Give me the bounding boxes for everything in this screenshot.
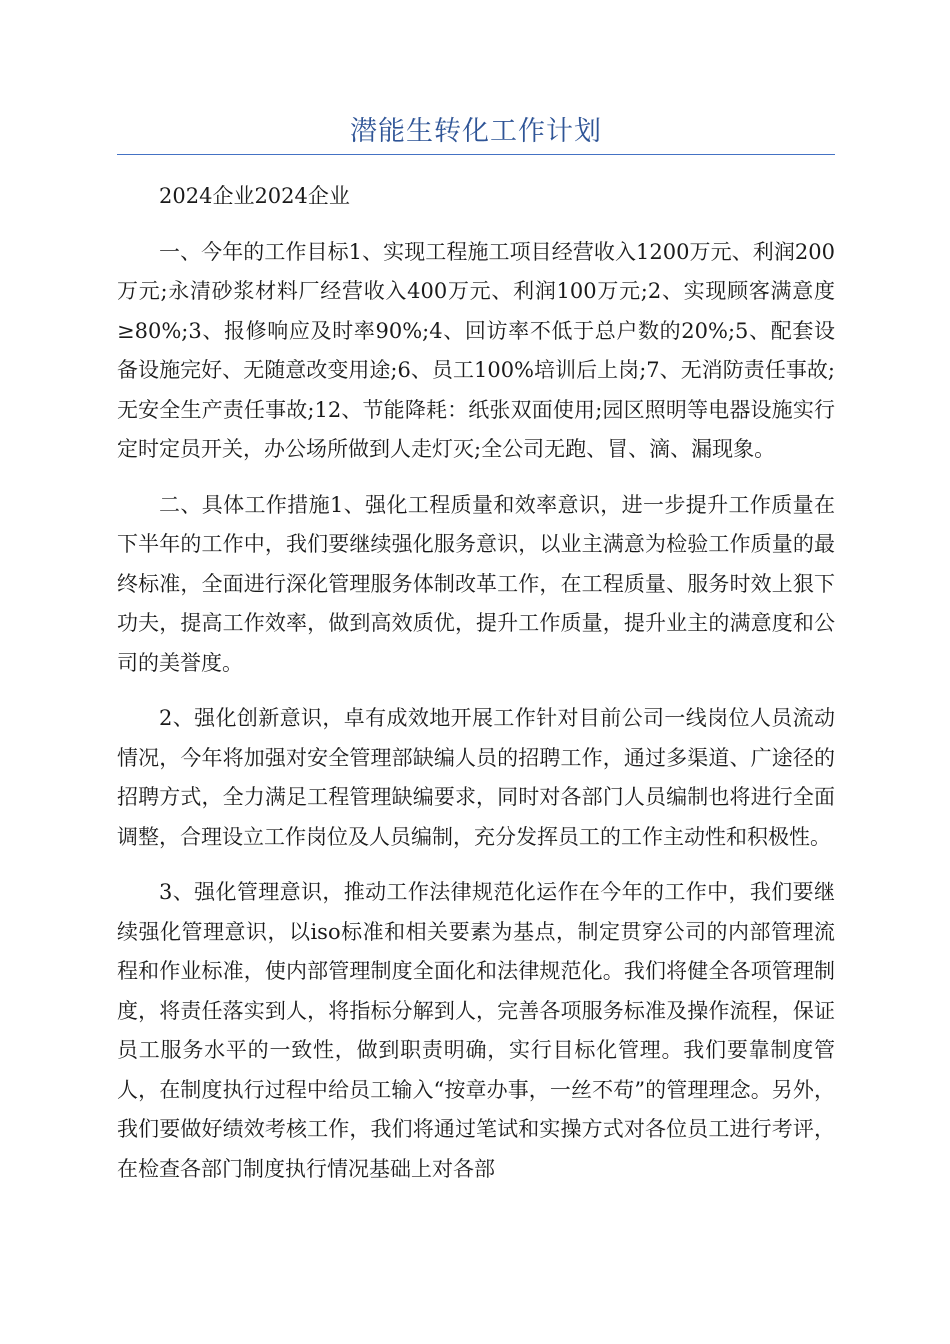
paragraph-subtitle: 2024企业2024企业 — [159, 184, 350, 208]
paragraph-measures: 二、具体工作措施1、强化工程质量和效率意识，进一步提升工作质量在下半年的工作中，我们要继续强化服务意识，以业主满意为检验工作质量的最终标准，全面进行深化管理服务体制改革工作，在工程质量、服务时效上狠下功夫，提高工作效率，做到高效质优，提升工作质量，提升业主的满意度和公司的美誉度。 — [117, 492, 835, 675]
paragraph-innovation: 2、强化创新意识，卓有成效地开展工作针对目前公司一线岗位人员流动情况，今年将加强对安全管理部缺编人员的招聘工作，通过多渠道、广途径的招聘方式，全力满足工程管理缺编要求，同时对各部门人员编制也将进行全面调整，合理设立工作岗位及人员编制，充分发挥员工的工作主动性和积极性。 — [117, 706, 835, 849]
page-title: 潜能生转化工作计划 — [350, 116, 602, 147]
paragraph-goals: 一、今年的工作目标1、实现工程施工项目经营收入1200万元、利润200万元;永清砂浆材料厂经营收入400万元、利润100万元;2、实现顾客满意度≥80%;3、报修响应及时率90%;4、回访率不低于总户数的20%;5、配套设备设施完好、无随意改变用途;6、员工100%培训后上岗;7、无消防责任事故;无安全生产责任事故;12、节能降耗：纸张双面使用;园区照明等电器设施实行定时定员开关，办公场所做到人走灯灭;全公司无跑、冒、滴、漏现象。 — [117, 239, 835, 461]
title-underline — [117, 154, 835, 155]
document-body — [117, 177, 835, 1205]
paragraph-management: 3、强化管理意识，推动工作法律规范化运作在今年的工作中，我们要继续强化管理意识，以iso标准和相关要素为基点，制定贯穿公司的内部管理流程和作业标准，使内部管理制度全面化和法律规范化。我们将健全各项管理制度，将责任落实到人，将指标分解到人，完善各项服务标准及操作流程，保证员工服务水平的一致性，做到职责明确，实行目标化管理。我们要靠制度管人，在制度执行过程中给员工输入“按章办事，一丝不苟”的管理理念。另外，我们要做好绩效考核工作，我们将通过笔试和实操方式对各位员工进行考评，在检查各部门制度执行情况基础上对各部 — [117, 880, 835, 1181]
